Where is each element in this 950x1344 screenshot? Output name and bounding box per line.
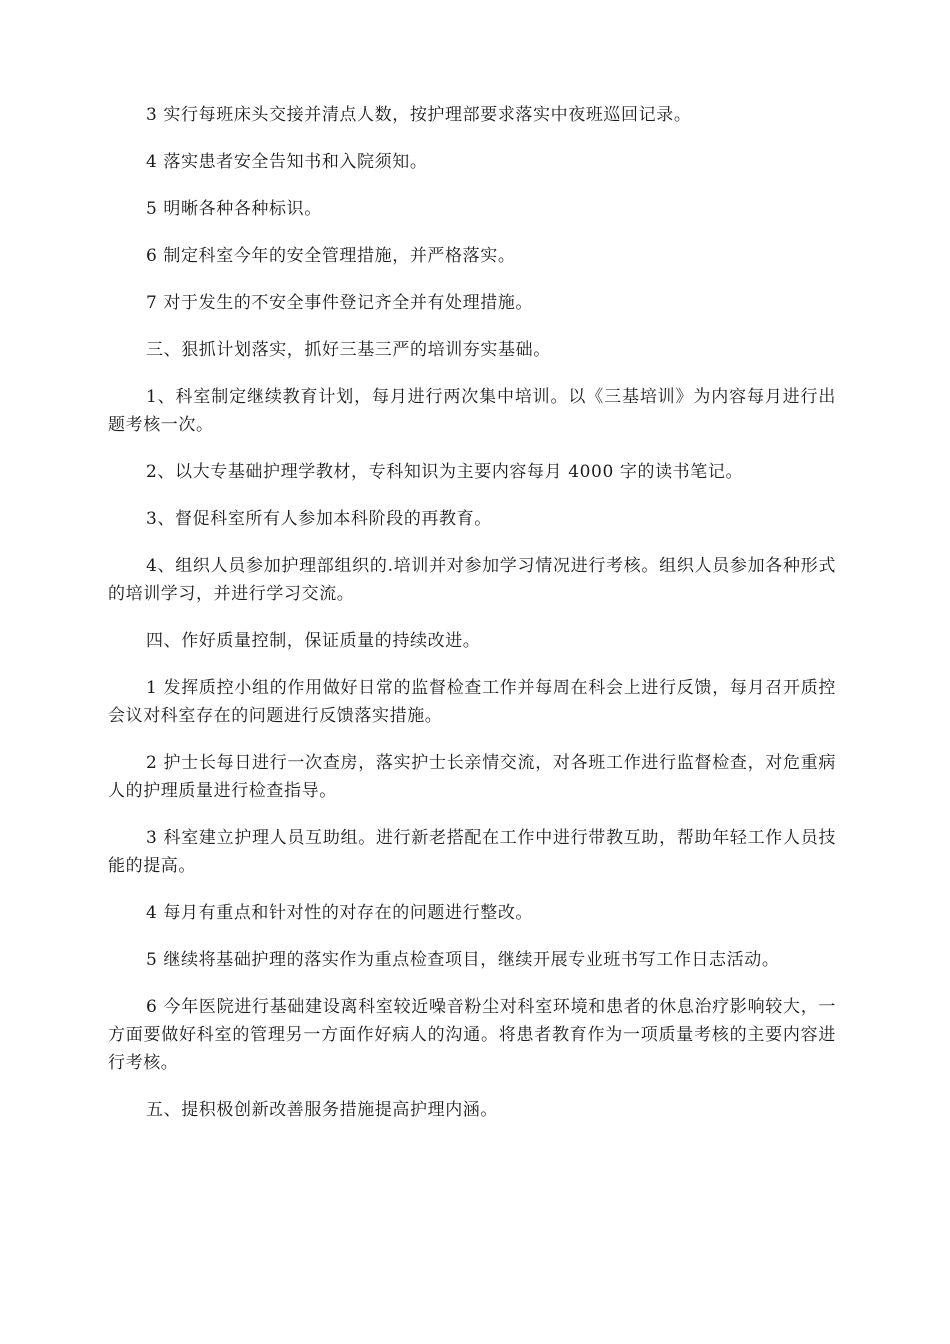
paragraph-training-4: 4、组织人员参加护理部组织的.培训并对参加学习情况进行考核。组织人员参加各种形式的培训学习，并进行学习交流。 [108, 556, 836, 604]
paragraph-quality-2: 2 护士长每日进行一次查房，落实护士长亲情交流，对各班工作进行监督检查，对危重病人的护理质量进行检查指导。 [108, 753, 836, 801]
section-heading-3: 三、狠抓计划落实，抓好三基三严的培训夯实基础。 [146, 340, 551, 360]
paragraph-training-1: 1、科室制定继续教育计划，每月进行两次集中培训。以《三基培训》为内容每月进行出题考核一次。 [108, 387, 836, 435]
paragraph-safety-7: 7 对于发生的不安全事件登记齐全并有处理措施。 [146, 293, 534, 313]
paragraph-training-3: 3、督促科室所有人参加本科阶段的再教育。 [146, 509, 492, 529]
paragraph-quality-6: 6 今年医院进行基础建设离科室较近噪音粉尘对科室环境和患者的休息治疗影响较大，一方面要做好科室的管理另一方面作好病人的沟通。将患者教育作为一项质量考核的主要内容进行考核。 [108, 997, 836, 1073]
document-body [108, 101, 836, 1143]
paragraph-quality-3: 3 科室建立护理人员互助组。进行新老搭配在工作中进行带教互助，帮助年轻工作人员技能的提高。 [108, 828, 836, 876]
paragraph-quality-5: 5 继续将基础护理的落实作为重点检查项目，继续开展专业班书写工作日志活动。 [146, 950, 780, 970]
section-heading-4: 四、作好质量控制，保证质量的持续改进。 [146, 631, 481, 651]
paragraph-safety-6: 6 制定科室今年的安全管理措施，并严格落实。 [146, 246, 516, 266]
section-heading-5: 五、提积极创新改善服务措施提高护理内涵。 [146, 1100, 498, 1120]
paragraph-training-2: 2、以大专基础护理学教材，专科知识为主要内容每月 4000 字的读书笔记。 [146, 462, 744, 482]
paragraph-quality-1: 1 发挥质控小组的作用做好日常的监督检查工作并每周在科会上进行反馈，每月召开质控会议对科室存在的问题进行反馈落实措施。 [108, 678, 836, 726]
paragraph-safety-5: 5 明晰各种各种标识。 [146, 199, 322, 219]
paragraph-safety-4: 4 落实患者安全告知书和入院须知。 [146, 152, 428, 172]
paragraph-quality-4: 4 每月有重点和针对性的对存在的问题进行整改。 [146, 903, 534, 923]
paragraph-safety-3: 3 实行每班床头交接并清点人数，按护理部要求落实中夜班巡回记录。 [146, 105, 692, 125]
